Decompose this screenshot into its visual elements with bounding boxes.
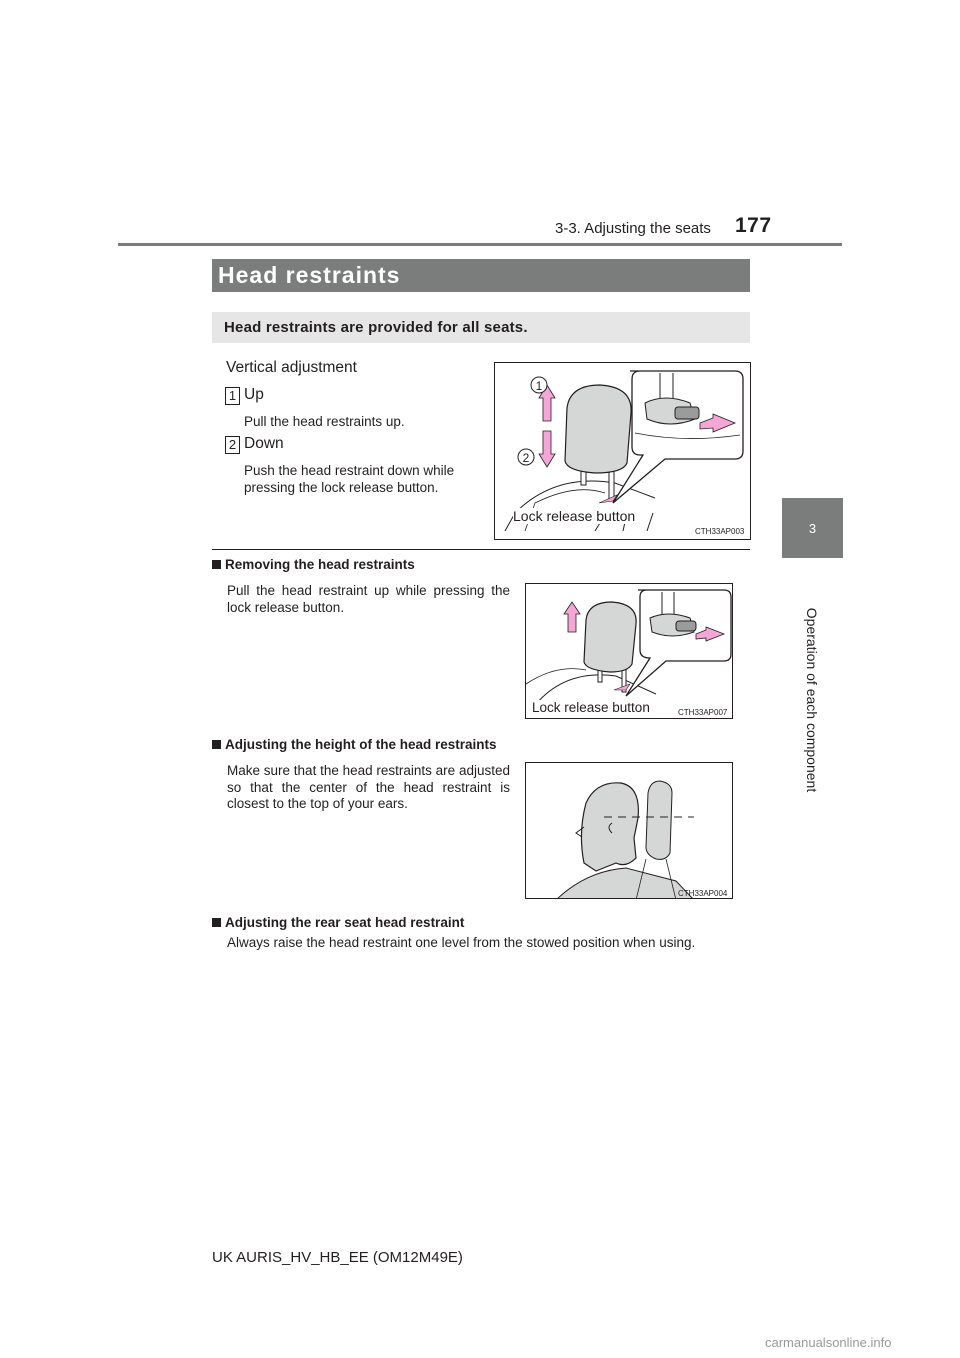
- bullet-square-icon: [212, 918, 221, 927]
- step-label-down: Down: [244, 435, 284, 452]
- chapter-number: 3: [808, 520, 817, 536]
- footer-model: UK AURIS_HV_HB_EE (OM12M49E): [212, 1249, 463, 1266]
- height-heading-text: Adjusting the height of the head restraints: [225, 737, 497, 752]
- removing-heading-text: Removing the head restraints: [225, 557, 415, 572]
- bullet-square-icon: [212, 740, 221, 749]
- rear-heading: [212, 915, 464, 930]
- lock-release-label: Lock release button: [513, 508, 636, 524]
- rear-text: Always raise the head restraint one level from the stowed position when using.: [227, 935, 696, 950]
- header-rule: [118, 243, 842, 246]
- removing-text: Pull the head restraint up while pressing the lock release button.: [227, 583, 510, 615]
- step-number-1: 1: [225, 387, 240, 405]
- intro-box: Head restraints are provided for all seats.: [212, 312, 750, 343]
- divider: [212, 549, 750, 550]
- rear-heading-text: Adjusting the rear seat head restraint: [225, 915, 465, 930]
- section-title: 3-3. Adjusting the seats: [555, 220, 711, 237]
- lock-release-label-2: Lock release button: [532, 700, 650, 715]
- figure-height: [525, 762, 733, 899]
- watermark: carmanualsonline.info: [765, 1335, 892, 1350]
- removing-heading: [212, 557, 415, 572]
- height-text: Make sure that the head restraints are adjusted so that the center of the head restraint is closest to the top of your ears.: [227, 763, 510, 811]
- figure-vertical-adjustment: [494, 362, 751, 540]
- bullet-square-icon: [212, 560, 221, 569]
- figure-removing: [525, 583, 733, 719]
- height-heading: [212, 737, 497, 752]
- removing-illustration: [526, 584, 733, 719]
- step-label-up: Up: [244, 386, 264, 403]
- page-title: Head restraints: [212, 259, 750, 292]
- callout-2: 2: [522, 451, 530, 465]
- figure-code: CTH33AP003: [695, 527, 745, 536]
- figure-code-2: CTH33AP007: [678, 708, 728, 717]
- step-number-2: 2: [225, 436, 240, 454]
- chapter-label: Operation of each component: [804, 607, 820, 793]
- step-desc-down: Push the head restraint down while pressing the lock release button.: [244, 463, 455, 495]
- page-number: 177: [735, 214, 772, 237]
- vertical-heading: Vertical adjustment: [226, 359, 357, 376]
- callout-1: 1: [535, 379, 543, 393]
- figure-code-3: CTH33AP004: [678, 889, 728, 898]
- head-position-illustration: [526, 763, 733, 899]
- chapter-tab: [782, 498, 843, 558]
- step-desc-up: Pull the head restraints up.: [244, 414, 405, 429]
